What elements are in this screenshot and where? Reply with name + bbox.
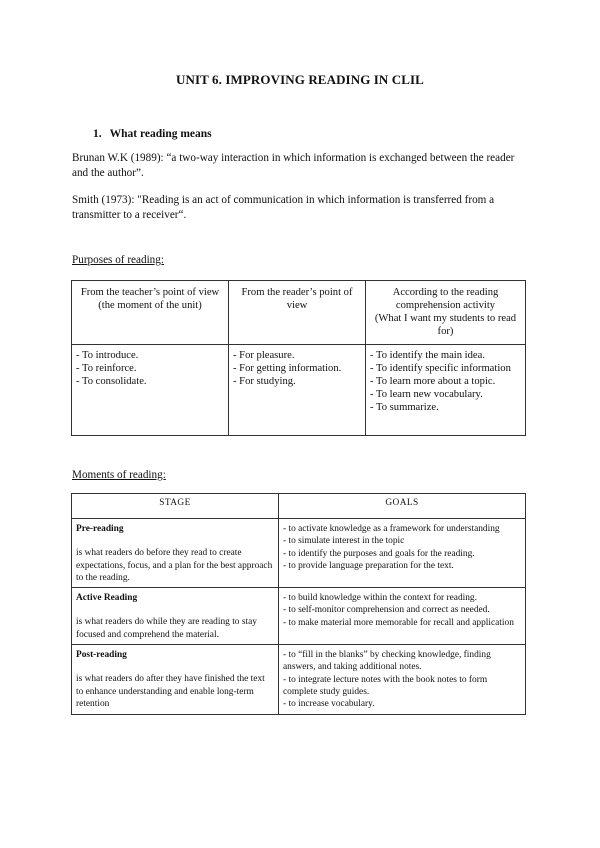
stage-name: Active Reading — [76, 593, 138, 604]
quote-brunan: Brunan W.K (1989): “a two-way interaction in which information is exchanged between the reader and the author”. — [72, 152, 515, 179]
list-item: - To consolidate. — [76, 376, 147, 387]
purposes-header-teacher — [72, 281, 229, 345]
page-title: UNIT 6. IMPROVING READING IN CLIL — [176, 72, 424, 87]
moments-table — [71, 493, 526, 715]
purposes-header-activity — [366, 281, 526, 345]
purposes-body-row — [72, 345, 526, 436]
moments-header-goals: GOALS — [279, 494, 526, 519]
moments-header-row — [72, 494, 526, 519]
list-item: - For studying. — [233, 376, 296, 387]
stage-cell — [72, 645, 279, 714]
list-item: - To learn more about a topic. — [370, 376, 496, 387]
header-text: (the moment of the unit) — [98, 300, 202, 311]
list-item: - To learn new vocabulary. — [370, 389, 483, 400]
goal-item: - to provide language preparation for the text. — [283, 560, 454, 571]
header-text: From the reader’s point of view — [241, 287, 353, 311]
stage-cell — [72, 519, 279, 588]
goals-cell — [279, 588, 526, 645]
purposes-subheading: Purposes of reading: — [72, 254, 164, 266]
stage-description: is what readers do before they read to create expectations, focus, and a plan for the best approach to the reading. — [76, 548, 273, 583]
goal-item: - to self-monitor comprehension and correct as needed. — [283, 605, 490, 616]
quote-smith: Smith (1973): "Reading is an act of communication in which information is transferred from a transmitter to a receiver“. — [72, 194, 495, 221]
goal-item: - to “fill in the blanks” by checking knowledge, finding answers, and taking additional notes. — [283, 650, 491, 673]
header-text: (What I want my students to read for) — [374, 313, 517, 337]
moments-header-stage: STAGE — [72, 494, 279, 519]
stage-description: is what readers do after they have finished the text to enhance understanding and enable long-term retention — [76, 674, 265, 709]
moments-row-active-reading — [72, 588, 526, 645]
list-item: - To identify the main idea. — [370, 350, 485, 361]
list-item: - To identify specific information — [370, 363, 511, 374]
purposes-col-activity — [366, 345, 526, 436]
goal-item: - to simulate interest in the topic — [283, 536, 405, 547]
goal-item: - to build knowledge within the context for reading. — [283, 593, 477, 604]
purposes-header-row — [72, 281, 526, 345]
list-item: - To summarize. — [370, 402, 439, 413]
goal-item: - to identify the purposes and goals for the reading. — [283, 548, 475, 559]
stage-name: Post-reading — [76, 650, 127, 661]
stage-name: Pre-reading — [76, 524, 124, 534]
goal-item: - to activate knowledge as a framework for understanding — [283, 524, 500, 534]
section-heading-text: What reading means — [109, 128, 212, 140]
purposes-col-teacher — [72, 345, 229, 436]
section-number: 1. — [93, 128, 102, 140]
goal-item: - to integrate lecture notes with the book notes to form complete study guides. — [283, 674, 488, 697]
list-item: - For getting information. — [233, 363, 342, 374]
section-heading — [93, 128, 212, 140]
purposes-header-reader — [229, 281, 366, 345]
moments-row-pre-reading — [72, 519, 526, 588]
list-item: - To introduce. — [76, 350, 139, 361]
header-text: According to the reading comprehension activity — [392, 287, 499, 311]
goals-cell — [279, 645, 526, 714]
purposes-table — [71, 280, 526, 436]
moments-row-post-reading — [72, 645, 526, 714]
goals-cell — [279, 519, 526, 588]
header-text: From the teacher’s point of view — [80, 287, 220, 298]
purposes-col-reader — [229, 345, 366, 436]
goal-item: - to make material more memorable for recall and application — [283, 617, 514, 628]
stage-description: is what readers do while they are reading to stay focused and comprehend the material. — [76, 617, 257, 640]
list-item: - For pleasure. — [233, 350, 295, 361]
goal-item: - to increase vocabulary. — [283, 699, 375, 710]
stage-cell — [72, 588, 279, 645]
list-item: - To reinforce. — [76, 363, 137, 374]
moments-subheading: Moments of reading: — [72, 469, 166, 481]
